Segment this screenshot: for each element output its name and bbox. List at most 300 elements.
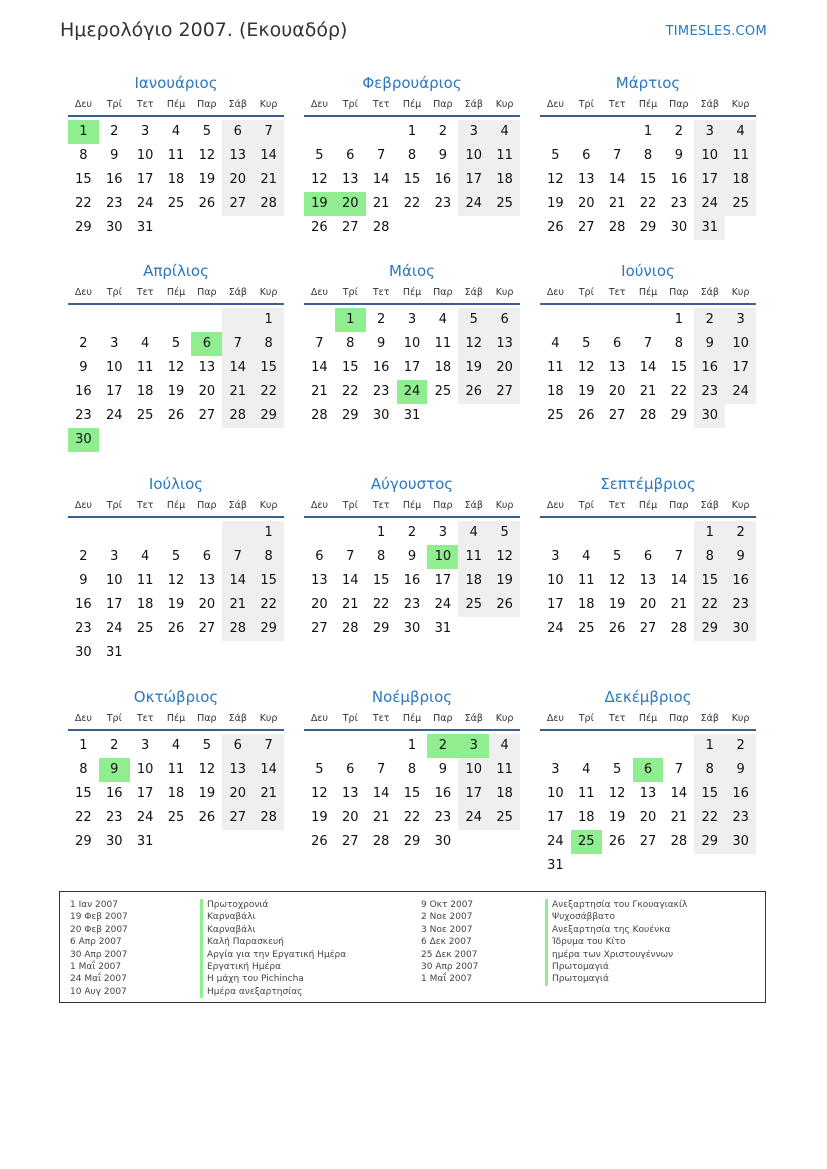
day-cell: 2 xyxy=(407,525,417,540)
day-cell: 21 xyxy=(253,168,284,192)
day-cell: 29 xyxy=(694,830,725,854)
day-cell: 9 xyxy=(377,336,386,351)
month-calendar xyxy=(62,686,284,854)
day-cell: 26 xyxy=(458,380,489,404)
day-cell: 10 xyxy=(547,573,564,588)
weekday-label: Κυρ xyxy=(259,287,278,298)
day-cell: 24 xyxy=(458,192,489,216)
weekday-label: Τρί xyxy=(106,500,122,511)
legend-date: 30 Απρ 2007 xyxy=(421,961,479,972)
day-cell: 28 xyxy=(222,404,253,428)
day-cell: 12 xyxy=(547,172,564,187)
day-cell: 28 xyxy=(670,621,688,636)
day-cell: 15 xyxy=(694,782,725,806)
day-cell: 25 xyxy=(571,830,602,854)
legend-holiday-name: Ψυχοσάββατο xyxy=(545,911,687,923)
day-cell: 8 xyxy=(694,758,725,782)
week-row xyxy=(68,521,284,545)
day-cell: 12 xyxy=(311,172,328,187)
day-cell: 3 xyxy=(694,120,725,144)
day-cell: 18 xyxy=(167,786,185,801)
day-cell: 13 xyxy=(222,758,253,782)
day-cell: 26 xyxy=(198,810,216,825)
empty-cell xyxy=(458,617,489,641)
week-row xyxy=(540,569,756,593)
day-cell: 18 xyxy=(578,810,595,825)
empty-cell xyxy=(304,734,335,758)
day-cell: 1 xyxy=(68,120,99,144)
weekday-label: Πέμ xyxy=(166,713,186,724)
day-cell: 14 xyxy=(670,786,688,801)
week-row xyxy=(68,617,284,641)
day-cell: 31 xyxy=(547,858,564,873)
weekday-label: Κυρ xyxy=(731,287,750,298)
legend-holiday-name: Καρναβάλι xyxy=(200,924,346,936)
day-cell: 10 xyxy=(547,786,564,801)
empty-cell xyxy=(458,830,489,854)
day-cell: 23 xyxy=(75,408,92,423)
week-row xyxy=(540,593,756,617)
day-cell: 8 xyxy=(643,148,653,163)
day-cell: 17 xyxy=(694,168,725,192)
day-cell: 3 xyxy=(110,549,119,564)
legend-right-names xyxy=(545,899,687,986)
day-cell: 20 xyxy=(639,597,657,612)
empty-cell xyxy=(253,641,284,665)
weekday-label: Κυρ xyxy=(731,99,750,110)
empty-cell xyxy=(427,216,458,240)
empty-cell xyxy=(571,521,602,545)
empty-cell xyxy=(725,216,756,240)
weekday-label: Δευ xyxy=(74,713,92,724)
week-row xyxy=(68,545,284,569)
empty-cell xyxy=(130,308,161,332)
weekday-label: Τετ xyxy=(608,287,626,298)
day-cell: 23 xyxy=(75,621,92,636)
day-cell: 2 xyxy=(79,549,88,564)
day-cell: 15 xyxy=(75,786,92,801)
day-cell: 26 xyxy=(608,834,626,849)
weekday-label: Δευ xyxy=(546,713,564,724)
day-cell: 5 xyxy=(551,148,560,163)
empty-cell xyxy=(130,428,161,452)
week-row xyxy=(68,782,284,806)
day-cell: 25 xyxy=(547,408,564,423)
day-cell: 25 xyxy=(167,196,185,211)
day-cell: 17 xyxy=(458,782,489,806)
legend-holiday-name: Πρωτοχρονιά xyxy=(200,899,346,911)
day-cell: 8 xyxy=(407,762,417,777)
empty-cell xyxy=(161,428,192,452)
day-cell: 4 xyxy=(489,734,520,758)
empty-cell xyxy=(161,216,192,240)
empty-cell xyxy=(602,854,633,878)
week-row xyxy=(540,120,756,144)
day-cell: 1 xyxy=(79,738,88,753)
weekday-label: Σάβ xyxy=(464,99,483,110)
day-cell: 9 xyxy=(694,332,725,356)
day-cell: 1 xyxy=(407,738,417,753)
day-cell: 2 xyxy=(79,336,88,351)
day-cell: 4 xyxy=(438,312,447,327)
empty-cell xyxy=(68,521,99,545)
weekday-label: Τετ xyxy=(372,713,390,724)
day-cell: 9 xyxy=(79,360,88,375)
week-row xyxy=(68,404,284,428)
day-cell: 18 xyxy=(434,360,452,375)
legend-date: 9 Οκτ 2007 xyxy=(421,900,474,910)
day-cell: 26 xyxy=(198,196,216,211)
week-row xyxy=(540,168,756,192)
day-cell: 21 xyxy=(670,810,688,825)
weekday-label: Δευ xyxy=(310,99,328,110)
month-calendar xyxy=(62,473,284,665)
day-cell: 7 xyxy=(377,148,386,163)
empty-cell xyxy=(602,308,633,332)
day-cell: 15 xyxy=(403,172,421,187)
day-cell: 5 xyxy=(315,148,324,163)
day-cell: 9 xyxy=(407,549,417,564)
week-row xyxy=(68,168,284,192)
day-cell: 22 xyxy=(372,597,390,612)
weekday-label: Σάβ xyxy=(464,713,483,724)
weekday-label: Παρ xyxy=(433,99,453,110)
week-row xyxy=(68,734,284,758)
day-cell: 11 xyxy=(489,144,520,168)
month-calendar xyxy=(534,260,756,428)
day-cell: 26 xyxy=(311,834,328,849)
empty-cell xyxy=(222,428,253,452)
day-cell: 7 xyxy=(643,336,653,351)
day-cell: 9 xyxy=(438,148,447,163)
day-cell: 11 xyxy=(167,148,185,163)
day-cell: 15 xyxy=(372,573,390,588)
weekday-label: Κυρ xyxy=(495,500,514,511)
day-cell: 10 xyxy=(458,144,489,168)
month-calendar xyxy=(534,686,756,878)
day-cell: 28 xyxy=(372,220,390,235)
empty-cell xyxy=(663,854,694,878)
day-cell: 8 xyxy=(694,545,725,569)
weekday-header xyxy=(304,286,520,305)
day-cell: 29 xyxy=(694,617,725,641)
day-cell: 23 xyxy=(725,593,756,617)
weekday-header xyxy=(540,499,756,518)
day-cell: 3 xyxy=(141,124,150,139)
month-name: Μάιος xyxy=(389,262,435,280)
day-cell: 23 xyxy=(106,196,123,211)
day-cell: 10 xyxy=(106,573,123,588)
day-cell: 17 xyxy=(725,356,756,380)
day-cell: 15 xyxy=(253,569,284,593)
day-cell: 27 xyxy=(311,621,328,636)
day-cell: 3 xyxy=(551,762,560,777)
empty-cell xyxy=(571,308,602,332)
empty-cell xyxy=(222,641,253,665)
day-cell: 15 xyxy=(75,172,92,187)
weekday-label: Πέμ xyxy=(166,500,186,511)
week-row xyxy=(304,404,520,428)
day-cell: 27 xyxy=(342,220,359,235)
day-cell: 27 xyxy=(608,408,626,423)
day-cell: 2 xyxy=(427,734,458,758)
week-row xyxy=(304,545,520,569)
weekday-label: Πέμ xyxy=(638,99,658,110)
empty-cell xyxy=(130,521,161,545)
day-cell: 30 xyxy=(106,220,123,235)
day-cell: 8 xyxy=(253,545,284,569)
month-calendar xyxy=(62,260,284,452)
day-cell: 6 xyxy=(315,549,324,564)
day-cell: 30 xyxy=(403,621,421,636)
week-row xyxy=(540,216,756,240)
day-cell: 2 xyxy=(674,124,683,139)
day-cell: 29 xyxy=(75,220,92,235)
day-cell: 16 xyxy=(725,782,756,806)
day-cell: 13 xyxy=(198,573,216,588)
weekday-label: Σάβ xyxy=(464,500,483,511)
day-cell: 5 xyxy=(489,521,520,545)
day-cell: 19 xyxy=(547,196,564,211)
weekday-label: Τρί xyxy=(342,713,358,724)
day-cell: 22 xyxy=(253,593,284,617)
day-cell: 1 xyxy=(377,525,386,540)
week-row xyxy=(304,120,520,144)
empty-cell xyxy=(99,308,130,332)
week-row xyxy=(68,120,284,144)
day-cell: 12 xyxy=(167,360,185,375)
week-row xyxy=(304,593,520,617)
week-row xyxy=(304,380,520,404)
week-row xyxy=(540,782,756,806)
day-cell: 30 xyxy=(75,645,92,660)
empty-cell xyxy=(130,641,161,665)
day-cell: 10 xyxy=(694,144,725,168)
empty-cell xyxy=(663,734,694,758)
weekday-label: Παρ xyxy=(197,713,217,724)
weekday-label: Κυρ xyxy=(731,500,750,511)
day-cell: 13 xyxy=(489,332,520,356)
legend-date: 2 Νοε 2007 xyxy=(421,912,473,923)
legend-holiday-name: Ημέρα ανεξαρτησίας xyxy=(200,986,346,998)
day-cell: 5 xyxy=(613,549,622,564)
legend-holiday-name: Πρωτομαγιά xyxy=(545,961,687,973)
month-name: Ιούλιος xyxy=(148,475,204,493)
day-cell: 22 xyxy=(670,384,688,399)
empty-cell xyxy=(633,521,664,545)
day-cell: 24 xyxy=(106,408,123,423)
day-cell: 26 xyxy=(311,220,328,235)
day-cell: 29 xyxy=(372,621,390,636)
weekday-label: Δευ xyxy=(310,500,328,511)
day-cell: 22 xyxy=(253,380,284,404)
weekday-label: Πέμ xyxy=(166,99,186,110)
day-cell: 14 xyxy=(222,569,253,593)
day-cell: 14 xyxy=(253,758,284,782)
day-cell: 23 xyxy=(694,380,725,404)
month-calendar xyxy=(534,473,756,641)
day-cell: 13 xyxy=(311,573,328,588)
day-cell: 7 xyxy=(315,336,324,351)
day-cell: 31 xyxy=(403,408,421,423)
weekday-label: Σάβ xyxy=(700,713,719,724)
empty-cell xyxy=(663,521,694,545)
empty-cell xyxy=(427,404,458,428)
day-cell: 22 xyxy=(75,196,92,211)
brand-link[interactable]: TIMESLES.COM xyxy=(665,24,767,39)
day-cell: 7 xyxy=(674,549,683,564)
empty-cell xyxy=(458,216,489,240)
day-cell: 30 xyxy=(372,408,390,423)
month-name: Σεπτέμβριος xyxy=(600,475,696,493)
day-cell: 5 xyxy=(582,336,591,351)
day-cell: 21 xyxy=(372,810,390,825)
day-cell: 23 xyxy=(725,806,756,830)
empty-cell xyxy=(68,308,99,332)
day-cell: 2 xyxy=(725,521,756,545)
weekday-label: Τετ xyxy=(372,287,390,298)
empty-cell xyxy=(540,120,571,144)
weekday-label: Κυρ xyxy=(495,713,514,724)
legend-holiday-name: Αργία για την Εργατική Ημέρα xyxy=(200,949,346,961)
weekday-label: Τετ xyxy=(608,99,626,110)
day-cell: 16 xyxy=(106,172,123,187)
empty-cell xyxy=(602,521,633,545)
day-cell: 2 xyxy=(110,124,119,139)
day-cell: 1 xyxy=(335,308,366,332)
legend-holiday-name: Ίδρυμα του Κίτο xyxy=(545,936,687,948)
empty-cell xyxy=(571,734,602,758)
legend-date: 25 Δεκ 2007 xyxy=(421,949,478,960)
weekday-label: Παρ xyxy=(433,500,453,511)
day-cell: 28 xyxy=(253,192,284,216)
weekday-label: Κυρ xyxy=(495,287,514,298)
day-cell: 19 xyxy=(167,384,185,399)
weekday-label: Τρί xyxy=(342,287,358,298)
month-name: Νοέμβριος xyxy=(371,688,453,706)
legend-holiday-name: ημέρα των Χριστουγέννων xyxy=(545,949,687,961)
week-row xyxy=(304,617,520,641)
day-cell: 7 xyxy=(253,120,284,144)
empty-cell xyxy=(540,734,571,758)
day-cell: 15 xyxy=(253,356,284,380)
day-cell: 19 xyxy=(198,786,216,801)
month-name: Μάρτιος xyxy=(615,74,681,92)
day-cell: 12 xyxy=(198,148,216,163)
month-name: Ιανουάριος xyxy=(134,74,218,92)
week-row xyxy=(304,782,520,806)
weekday-label: Σάβ xyxy=(228,500,247,511)
empty-cell xyxy=(161,521,192,545)
day-cell: 2 xyxy=(110,738,119,753)
day-cell: 18 xyxy=(136,597,154,612)
legend-left-names xyxy=(200,899,346,998)
day-cell: 7 xyxy=(674,762,683,777)
day-cell: 24 xyxy=(397,380,428,404)
weekday-header xyxy=(304,712,520,731)
legend-date: 19 Φεβ 2007 xyxy=(70,912,128,923)
week-row xyxy=(304,144,520,168)
week-row xyxy=(540,144,756,168)
day-cell: 8 xyxy=(79,148,88,163)
week-row xyxy=(540,734,756,758)
weekday-label: Σάβ xyxy=(700,500,719,511)
day-cell: 10 xyxy=(403,336,421,351)
week-row xyxy=(540,617,756,641)
week-row xyxy=(540,521,756,545)
empty-cell xyxy=(540,521,571,545)
day-cell: 21 xyxy=(222,380,253,404)
day-cell: 7 xyxy=(222,545,253,569)
empty-cell xyxy=(191,308,222,332)
day-cell: 23 xyxy=(670,196,688,211)
day-cell: 22 xyxy=(403,810,421,825)
legend-holiday-name: Πρωτομαγιά xyxy=(545,973,687,985)
empty-cell xyxy=(633,734,664,758)
empty-cell xyxy=(191,521,222,545)
day-cell: 6 xyxy=(633,758,664,782)
empty-cell xyxy=(191,428,222,452)
day-cell: 22 xyxy=(694,593,725,617)
legend-date: 1 Ιαν 2007 xyxy=(70,900,118,910)
weekday-header xyxy=(68,286,284,305)
day-cell: 3 xyxy=(141,738,150,753)
day-cell: 17 xyxy=(434,573,452,588)
day-cell: 4 xyxy=(171,738,181,753)
weekday-label: Τρί xyxy=(578,500,594,511)
day-cell: 31 xyxy=(694,216,725,240)
day-cell: 18 xyxy=(489,782,520,806)
empty-cell xyxy=(161,830,192,854)
day-cell: 20 xyxy=(335,192,366,216)
day-cell: 11 xyxy=(489,758,520,782)
day-cell: 15 xyxy=(694,569,725,593)
empty-cell xyxy=(602,734,633,758)
empty-cell xyxy=(191,641,222,665)
day-cell: 1 xyxy=(253,521,284,545)
day-cell: 28 xyxy=(222,617,253,641)
day-cell: 6 xyxy=(222,120,253,144)
day-cell: 3 xyxy=(458,120,489,144)
day-cell: 21 xyxy=(372,196,390,211)
day-cell: 21 xyxy=(342,597,359,612)
empty-cell xyxy=(571,120,602,144)
week-row xyxy=(68,569,284,593)
day-cell: 28 xyxy=(253,806,284,830)
weekday-label: Παρ xyxy=(197,99,217,110)
day-cell: 6 xyxy=(191,332,222,356)
day-cell: 7 xyxy=(377,762,386,777)
day-cell: 28 xyxy=(639,408,657,423)
day-cell: 1 xyxy=(407,124,417,139)
day-cell: 24 xyxy=(434,597,452,612)
day-cell: 19 xyxy=(311,810,328,825)
weekday-label: Δευ xyxy=(310,287,328,298)
day-cell: 29 xyxy=(75,834,92,849)
day-cell: 16 xyxy=(75,384,92,399)
day-cell: 9 xyxy=(725,545,756,569)
day-cell: 13 xyxy=(639,786,657,801)
day-cell: 14 xyxy=(311,360,328,375)
day-cell: 20 xyxy=(639,810,657,825)
day-cell: 21 xyxy=(311,384,328,399)
day-cell: 29 xyxy=(342,408,359,423)
holiday-legend xyxy=(59,891,766,1003)
weekday-label: Τρί xyxy=(106,99,122,110)
week-row xyxy=(68,356,284,380)
day-cell: 18 xyxy=(489,168,520,192)
day-cell: 12 xyxy=(458,332,489,356)
